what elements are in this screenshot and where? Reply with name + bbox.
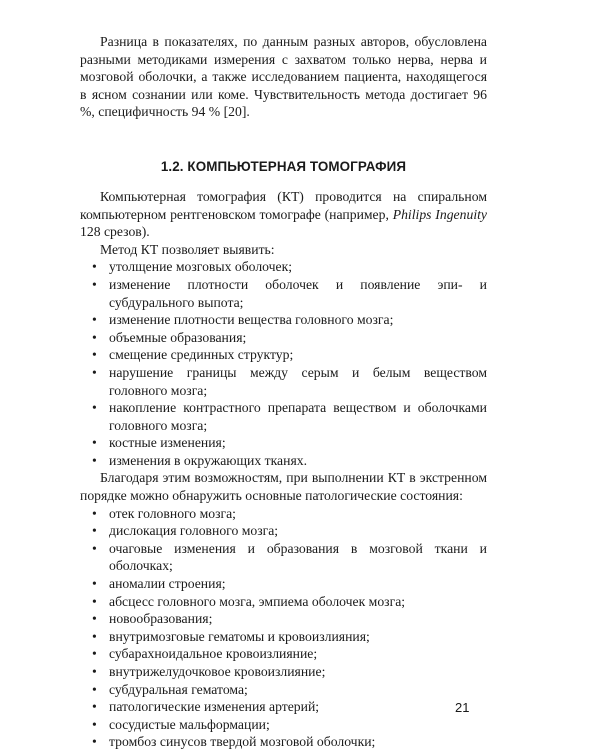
bullet-icon: • [92, 646, 97, 662]
conditions-list [80, 505, 487, 751]
list-item: • изменения в окружающих тканях. [92, 452, 308, 468]
bullet-icon: • [92, 628, 97, 644]
list-item: • изменение плотности оболочек и появление эпи- и субдурального выпота; [92, 276, 487, 310]
bullet-icon: • [92, 699, 97, 715]
list-item: • объемные образования; [92, 329, 247, 345]
section-heading: 1.2. КОМПЬЮТЕРНАЯ ТОМОГРАФИЯ [160, 158, 407, 174]
bullet-icon: • [92, 664, 97, 679]
bullet-icon: • [92, 611, 97, 627]
detect-list [80, 258, 487, 469]
bullet-icon: • [92, 593, 97, 609]
emergency-paragraph: Благодаря этим возможностям, при выполнении КТ в экстренном порядке можно обнаружить основные патологические состояния: [80, 470, 487, 504]
ct-paragraph [80, 188, 487, 241]
list-item: • новообразования; [92, 611, 213, 627]
list-item: • дислокация головного мозга; [92, 523, 279, 539]
bullet-icon: • [92, 523, 97, 539]
list-item: • внутрижелудочковое кровоизлияние; [92, 664, 326, 679]
list-item: • субдуральная гематома; [92, 681, 248, 697]
bullet-icon: • [92, 716, 97, 732]
bullet-icon: • [92, 276, 97, 292]
bullet-icon: • [92, 452, 97, 468]
bullet-icon: • [92, 435, 97, 451]
list-item: • субарахноидальное кровоизлияние; [92, 646, 318, 662]
list-item: • аномалии строения; [92, 576, 226, 592]
list-item: • очаговые изменения и образования в мозговой ткани и оболочках; [92, 540, 487, 574]
bullet-icon: • [92, 681, 97, 697]
list-item: • костные изменения; [92, 435, 226, 451]
bullet-icon: • [92, 540, 97, 556]
bullet-icon: • [92, 329, 97, 345]
list-item: • тромбоз синусов твердой мозговой оболочки; [92, 734, 376, 750]
list-item: • утолщение мозговых оболочек; [92, 259, 293, 275]
list-item: • нарушение границы между серым и белым веществом головного мозга; [92, 364, 487, 398]
bullet-icon: • [92, 576, 97, 592]
list-item: • внутримозговые гематомы и кровоизлияния; [92, 628, 370, 644]
list-item: • изменение плотности вещества головного мозга; [92, 312, 394, 328]
list-item: • накопление контрастного препарата веществом и оболочками головного мозга; [92, 400, 487, 433]
bullet-icon: • [92, 364, 97, 380]
bullet-icon: • [92, 312, 97, 328]
ct-paragraph-start: Компьютерная томография (КТ) проводится на спиральном компьютерном рентгеновском томографе (например, [80, 188, 487, 222]
list-item: • патологические изменения артерий; [92, 699, 320, 715]
bullet-icon: • [92, 505, 97, 521]
list-item: • абсцесс головного мозга, эмпиема оболочек мозга; [92, 593, 406, 609]
bullet-icon: • [92, 400, 97, 416]
ct-paragraph-end: 128 срезов). [80, 224, 150, 240]
list-item: • сосудистые мальформации; [92, 716, 270, 732]
bullet-icon: • [92, 734, 97, 750]
list-item: • отек головного мозга; [92, 505, 236, 521]
scanner-model-name: Philips Ingenuity [392, 206, 487, 222]
list-item: • смещение срединных структур; [92, 347, 294, 363]
bullet-icon: • [92, 259, 97, 275]
method-intro: Метод КТ позволяет выявить: [100, 241, 275, 257]
page-number: 21 [455, 700, 470, 715]
bullet-icon: • [92, 347, 97, 363]
intro-paragraph: Разница в показателях, по данным разных авторов, обусловлена разными методиками измерения с захватом только нерва, нерва и мозговой оболочки, а также исследованием пациента, находящегося в ясном сознании или коме. Чувствительность метода достигает 96 %, специфичность 94 % [20]. [80, 34, 487, 120]
